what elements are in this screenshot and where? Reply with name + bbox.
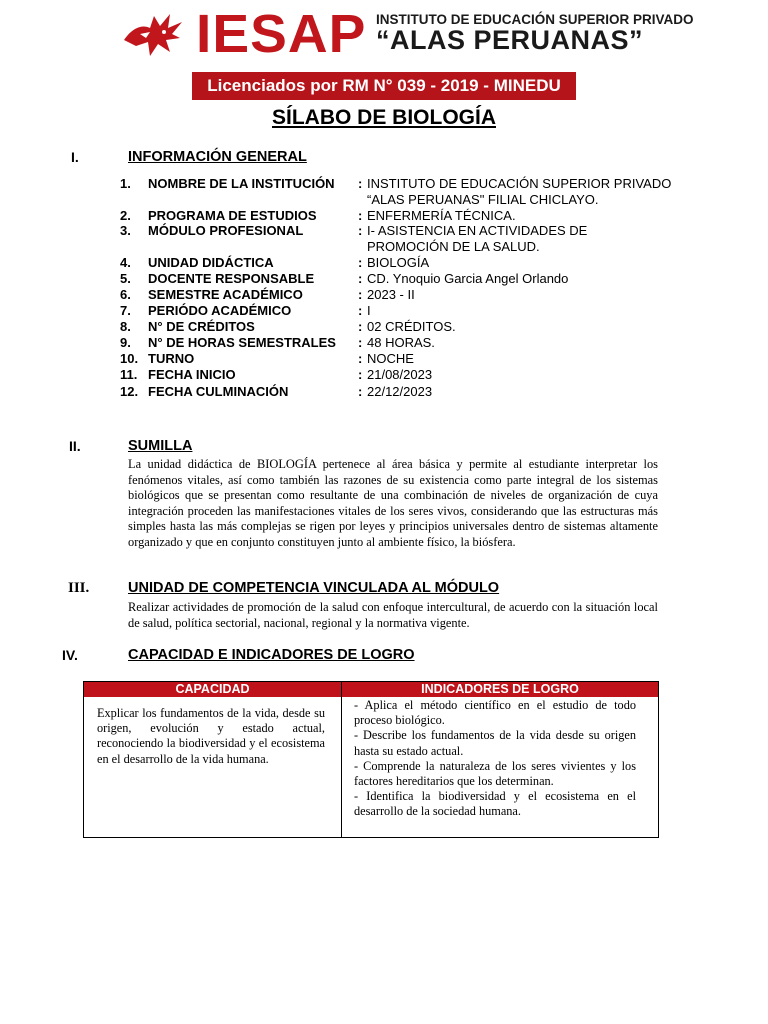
- info-number: 9.: [120, 335, 131, 350]
- info-number: 4.: [120, 255, 131, 270]
- info-colon: :: [358, 367, 363, 382]
- info-number: 8.: [120, 319, 131, 334]
- section-2-title: SUMILLA: [128, 438, 193, 454]
- document-title: SÍLABO DE BIOLOGÍA: [271, 106, 496, 129]
- logo-bird-icon: [120, 10, 186, 58]
- header-capacidad: CAPACIDAD: [175, 682, 250, 696]
- indicator-item: - Describe los fundamentos de la vida desde su origen hasta su estado actual.: [354, 728, 636, 758]
- info-row: [0, 255, 768, 271]
- info-colon: :: [358, 303, 363, 318]
- info-colon: :: [358, 319, 363, 334]
- section-4-number: IV.: [62, 647, 78, 663]
- info-row: [0, 335, 768, 351]
- info-row: [0, 384, 768, 400]
- info-row: [0, 176, 768, 207]
- info-row: [0, 208, 768, 224]
- info-row: [0, 319, 768, 335]
- info-colon: :: [358, 255, 363, 270]
- info-colon: :: [358, 351, 363, 366]
- info-number: 2.: [120, 208, 131, 223]
- info-number: 11.: [120, 367, 138, 382]
- info-row: [0, 351, 768, 367]
- info-number: 12.: [120, 384, 139, 399]
- indicator-item: - Comprende la naturaleza de los seres vivientes y los factores hereditarios que los determinan.: [354, 758, 636, 789]
- info-label: PROGRAMA DE ESTUDIOS: [148, 208, 317, 223]
- info-label: DOCENTE RESPONSABLE: [148, 271, 315, 286]
- institute-name-line2: “ALAS PERUANAS”: [376, 25, 644, 55]
- info-value: 48 HORAS.: [367, 335, 435, 350]
- info-colon: :: [358, 208, 363, 223]
- info-value: 02 CRÉDITOS.: [367, 319, 456, 334]
- info-label: N° DE HORAS SEMESTRALES: [148, 335, 336, 350]
- info-label: MÓDULO PROFESIONAL: [148, 223, 304, 238]
- info-label: N° DE CRÉDITOS: [148, 319, 255, 334]
- info-value: ENFERMERÍA TÉCNICA.: [367, 208, 516, 223]
- column-divider: [341, 682, 342, 837]
- info-colon: :: [358, 223, 363, 238]
- info-label: NOMBRE DE LA INSTITUCIÓN: [148, 176, 335, 191]
- info-colon: :: [358, 287, 363, 302]
- info-value: 21/08/2023: [367, 367, 433, 382]
- brand-logo-text: IESAP: [196, 4, 367, 64]
- table-header-row: [84, 682, 658, 697]
- competencia-paragraph: Realizar actividades de promoción de la salud con enfoque intercultural, de acuerdo con la situación local de salud, política sectorial, nacional, regional y la normativa vigente.: [128, 600, 658, 630]
- info-value: I: [367, 303, 371, 318]
- info-label: PERIÓDO ACADÉMICO: [148, 303, 292, 318]
- info-row: [0, 367, 768, 383]
- sumilla-paragraph: La unidad didáctica de BIOLOGÍA pertenece al área básica y permite al estudiante interpretar los fenómenos vitales, así como también las razones de su existencia como parte integral de los sistemas biológicos que se presentan como resultante de una combinación de niveles de organización de cuya integración proceden las manifestaciones vitales de los seres vivos, considerando que las estructuras más simples hasta las más complejas se rigen por leyes y principios universales dentro de sistemas altamente organizado y que en conjunto constituyen junto al ambiente físico, la biósfera.: [128, 457, 658, 549]
- info-label: FECHA CULMINACIÓN: [148, 384, 289, 399]
- info-value-continued: PROMOCIÓN DE LA SALUD.: [367, 239, 540, 254]
- section-3-number: III.: [68, 580, 90, 596]
- info-row: [0, 271, 768, 287]
- info-value: 2023 - II: [367, 287, 415, 302]
- info-value-continued: “ALAS PERUANAS" FILIAL CHICLAYO.: [367, 192, 599, 207]
- info-value: NOCHE: [367, 351, 414, 366]
- indicadores-cell: [354, 698, 636, 820]
- capacidad-cell: Explicar los fundamentos de la vida, desde su origen, evolución y estado actual, reconociendo la biodiversidad y el ecosistema en el desarrollo de la vida humana.: [97, 706, 325, 766]
- info-label: SEMESTRE ACADÉMICO: [148, 287, 303, 302]
- info-label: TURNO: [148, 351, 195, 366]
- info-value: 22/12/2023: [367, 384, 433, 399]
- info-number: 5.: [120, 271, 131, 286]
- info-number: 7.: [120, 303, 131, 318]
- indicator-item: - Identifica la biodiversidad y el ecosistema en el desarrollo de la sociedad humana.: [354, 789, 636, 819]
- info-row: [0, 287, 768, 303]
- section-2-number: II.: [69, 438, 81, 454]
- info-row: [0, 223, 768, 254]
- info-colon: :: [358, 271, 363, 286]
- info-value: INSTITUTO DE EDUCACIÓN SUPERIOR PRIVADO: [367, 176, 672, 191]
- info-value: CD. Ynoquio Garcia Angel Orlando: [367, 271, 569, 286]
- info-number: 10.: [120, 351, 139, 366]
- section-1-title: INFORMACIÓN GENERAL: [128, 149, 307, 165]
- info-number: 3.: [120, 223, 131, 238]
- info-value: I- ASISTENCIA EN ACTIVIDADES DE: [367, 223, 588, 238]
- institute-name-line1: INSTITUTO DE EDUCACIÓN SUPERIOR PRIVADO: [376, 12, 694, 27]
- info-value: BIOLOGÍA: [367, 255, 430, 270]
- info-colon: :: [358, 384, 363, 399]
- info-label: UNIDAD DIDÁCTICA: [148, 255, 274, 270]
- info-number: 6.: [120, 287, 131, 302]
- info-row: [0, 303, 768, 319]
- info-label: FECHA INICIO: [148, 367, 236, 382]
- section-1-number: I.: [71, 149, 79, 165]
- indicator-item: - Aplica el método científico en el estudio de todo proceso biológico.: [354, 698, 636, 728]
- info-number: 1.: [120, 176, 131, 191]
- info-colon: :: [358, 176, 363, 191]
- header-indicadores: INDICADORES DE LOGRO: [421, 682, 579, 696]
- info-colon: :: [358, 335, 363, 350]
- section-3-title: UNIDAD DE COMPETENCIA VINCULADA AL MÓDULO: [128, 580, 500, 596]
- section-4-title: CAPACIDAD E INDICADORES DE LOGRO: [128, 647, 415, 663]
- capacity-table: [83, 681, 659, 838]
- license-banner: Licenciados por RM N° 039 - 2019 - MINEDU: [192, 72, 576, 100]
